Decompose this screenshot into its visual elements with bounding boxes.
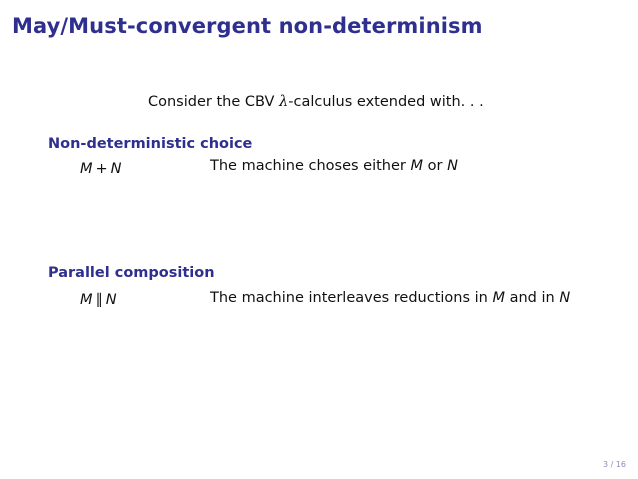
parallel-term: [80, 292, 117, 308]
term-m: M: [80, 161, 93, 177]
plus-operator: +: [95, 161, 108, 177]
term-m: M: [80, 292, 93, 308]
choice-term: [80, 161, 122, 177]
desc-n: N: [559, 290, 571, 306]
page-number: 3 / 16: [602, 460, 626, 469]
desc-m: M: [410, 158, 424, 174]
desc-mid: or: [423, 158, 448, 174]
intro-suffix: -calculus extended with. . .: [288, 94, 484, 110]
term-n: N: [110, 161, 122, 177]
parallel-operator: ∥: [95, 292, 103, 308]
term-n: N: [105, 292, 117, 308]
desc-prefix: The machine interleaves reductions in: [210, 290, 493, 306]
desc-mid: and in: [505, 290, 560, 306]
desc-prefix: The machine choses either: [210, 158, 411, 174]
heading-parallel-composition: Parallel composition: [48, 265, 215, 281]
desc-m: M: [492, 290, 505, 306]
heading-nondeterministic-choice: Non-deterministic choice: [48, 136, 253, 152]
intro-prefix: Consider the CBV: [148, 94, 280, 110]
choice-description: [210, 158, 458, 174]
parallel-description: [210, 290, 570, 306]
slide-title: May/Must-convergent non-determinism: [12, 14, 483, 38]
lambda-symbol: λ: [279, 94, 289, 110]
desc-n: N: [447, 158, 458, 174]
intro-text: [148, 94, 484, 110]
